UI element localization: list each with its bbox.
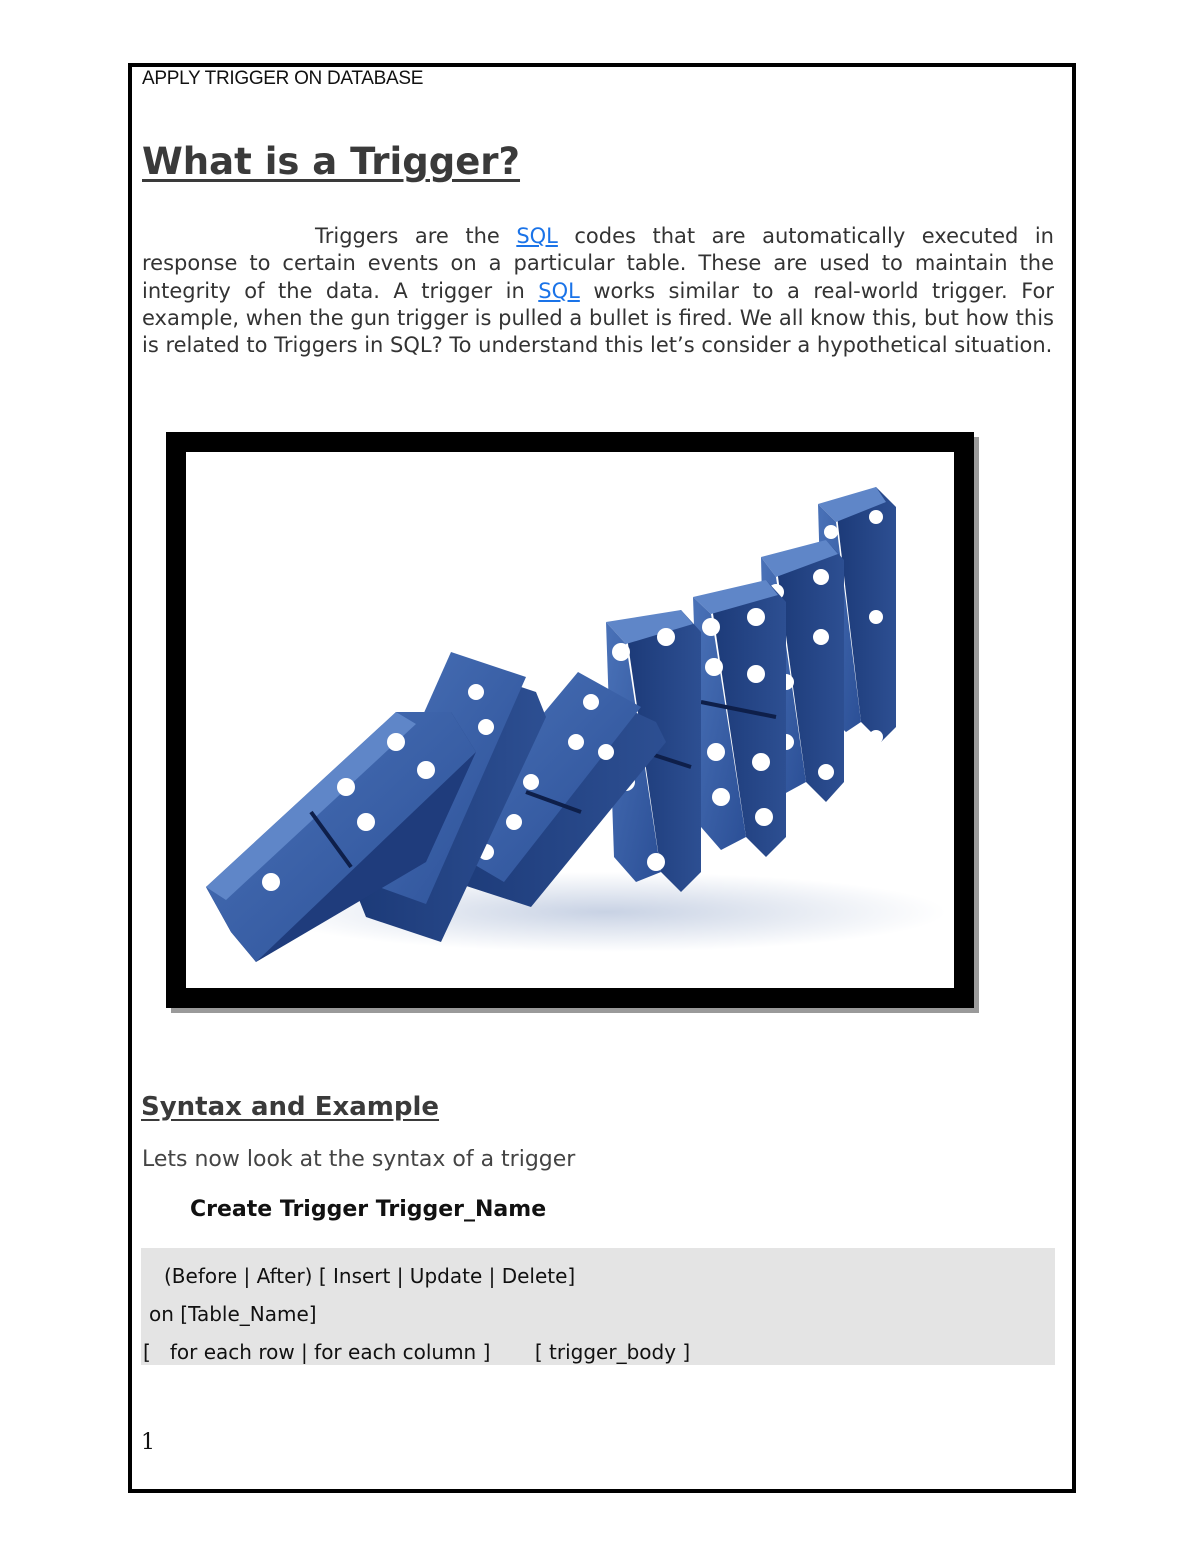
code-line-2: on [Table_Name] <box>149 1302 317 1326</box>
paragraph-text-2: codes that are automatically executed in response to certain events on a particular table. These are used to maintain the integrity of the data. A trigger in <box>142 224 1054 303</box>
syntax-intro: Lets now look at the syntax of a trigger <box>142 1147 576 1172</box>
document-header: APPLY TRIGGER ON DATABASE <box>142 68 424 89</box>
code-line-3: [ for each row | for each column ] [ trigger_body ] <box>143 1340 691 1364</box>
sql-link-1[interactable]: SQL <box>516 224 558 248</box>
intro-paragraph <box>142 223 1054 359</box>
domino-illustration <box>186 452 954 988</box>
syntax-code-block <box>141 1248 1055 1365</box>
code-line-1: (Before | After) [ Insert | Update | Delete] <box>164 1264 576 1288</box>
paragraph-text-1: Triggers are the <box>315 224 517 248</box>
sql-link-2[interactable]: SQL <box>538 278 580 303</box>
domino-figure <box>166 432 974 1008</box>
syntax-heading: Syntax and Example <box>141 1092 440 1122</box>
create-trigger-line: Create Trigger Trigger_Name <box>190 1197 547 1222</box>
page-title: What is a Trigger? <box>142 140 521 183</box>
page-number: 1 <box>141 1430 155 1455</box>
paragraph-text-3: works similar to a real-world trigger. For example, when the gun trigger is pulled a bullet is fired. We all know this, but how this is related to Triggers in SQL? To understand this let’s consider a hypothetical situation. <box>142 278 1055 358</box>
domino-3 <box>693 580 786 857</box>
